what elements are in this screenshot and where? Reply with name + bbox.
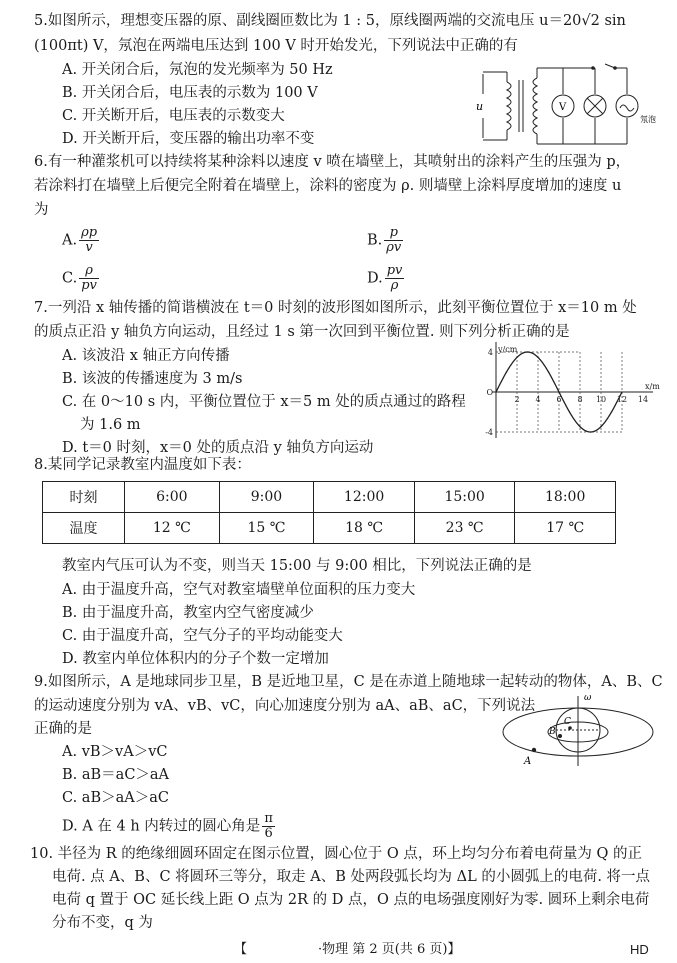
q8-option-a: A. 由于温度升高，空气对教室墙壁单位面积的压力变大 <box>62 582 416 598</box>
q6-option-c: C. $\frac{\rho}{pv}$ <box>62 263 97 293</box>
y-tick-label: 4 <box>487 348 493 357</box>
wave-data-point <box>621 391 622 392</box>
q6-line2: 若涂料打在墙壁上后便完全附着在墙壁上，涂料的密度为 ρ. 则墙壁上涂料厚度增加的速度 u <box>34 178 622 194</box>
q9-line1: 9.如图所示，A 是地球同步卫星，B 是近地卫星，C 是在赤道上随地球一起转动的物体，A、B、C <box>34 674 663 690</box>
y-axis-label: y/cm <box>498 345 518 354</box>
temperature-table <box>42 481 616 544</box>
footer-left: 【 <box>234 942 248 957</box>
q8-option-b: B. 由于温度升高，教室内空气密度减少 <box>62 605 314 621</box>
q7-option-b: B. 该波的传播速度为 3 m/s <box>62 371 243 387</box>
voltmeter-label: V <box>559 102 567 113</box>
q5-option-c: C. 开关断开后，电压表的示数变大 <box>62 108 285 124</box>
footer-center: ·物理 第 2 页(共 6 页)】 <box>318 942 461 957</box>
table-cell: 17 ℃ <box>515 513 616 544</box>
q8-option-d: D. 教室内单位体积内的分子个数一定增加 <box>62 651 329 667</box>
q5-option-a: A. 开关闭合后，氖泡的发光频率为 50 Hz <box>62 62 333 78</box>
q9-option-c: C. aB＞aA＞aC <box>62 790 169 806</box>
wave-data-point <box>548 371 549 372</box>
x-tick-label: 10 <box>595 395 607 404</box>
q7-option-c-cont: 为 1.6 m <box>80 417 141 433</box>
q9-line3: 正确的是 <box>34 721 92 737</box>
x-tick-label: 14 <box>637 395 649 404</box>
q10-line4: 分布不变，q 为 <box>52 915 153 931</box>
wave-data-point <box>527 351 528 352</box>
fig-a-label: A <box>524 756 532 767</box>
table-row <box>43 482 616 513</box>
transformer-circuit-figure <box>475 60 665 152</box>
wave-data-point <box>579 426 580 427</box>
table-cell: 9:00 <box>219 482 314 513</box>
q9-option-b: B. aB＝aC＞aA <box>62 767 170 783</box>
q10-line2: 电荷. 点 A、B、C 将圆环三等分，取走 A、B 处两段弧长均为 ΔL 的小圆弧上的电荷. 将一点 <box>52 869 651 885</box>
table-cell: 6:00 <box>125 482 220 513</box>
q7-option-a: A. 该波沿 x 轴正方向传播 <box>62 348 230 364</box>
q9-option-a: A. vB＞vA＞vC <box>62 744 168 760</box>
x-tick-label: 8 <box>577 395 583 404</box>
q9-line2: 的运动速度分别为 vA、vB、vC，向心加速度分别为 aA、aB、aC，下列说法 <box>34 698 536 714</box>
q5-line1: 5.如图所示，理想变压器的原、副线圈匝数比为 1 : 5，原线圈两端的交流电压 u＝20√2 sin <box>34 13 626 29</box>
q5-option-d: D. 开关断开后，变压器的输出功率不变 <box>62 131 315 147</box>
table-cell: 时刻 <box>43 482 125 513</box>
q7-line1: 7.一列沿 x 轴传播的简谐横波在 t＝0 时刻的波形图如图所示，此刻平衡位置位于 x＝10 m 处 <box>34 300 637 316</box>
x-tick-label: 2 <box>514 395 520 404</box>
x-tick-label: 12 <box>616 395 628 404</box>
wave-data-point <box>516 357 517 358</box>
table-row <box>43 513 616 544</box>
wave-data-point <box>506 371 507 372</box>
wave-data-point <box>590 431 591 432</box>
table-cell: 15:00 <box>414 482 515 513</box>
q8-line1: 8.某同学记录教室内温度如下表： <box>34 457 251 473</box>
fig-b-label: B <box>549 727 556 737</box>
x-tick-label: 4 <box>535 395 541 404</box>
q7-line2: 的质点正沿 y 轴负方向运动，且经过 1 s 第一次回到平衡位置. 则下列分析正确的是 <box>34 324 570 340</box>
neon-label: 氖泡 <box>640 115 656 124</box>
fig-omega-label: ω <box>584 693 592 703</box>
satellite-orbit-figure <box>498 690 658 770</box>
q10-line1: 10. 半径为 R 的绝缘细圆环固定在图示位置，圆心位于 O 点，环上均匀分布着电荷量为 Q 的正 <box>30 846 643 862</box>
table-cell: 15 ℃ <box>219 513 314 544</box>
wave-data-point <box>611 411 612 412</box>
q6-option-d: D. $\frac{pv}{\rho}$ <box>367 263 403 293</box>
q10-line3: 电荷 q 置于 OC 延长线上距 O 点为 2R 的 D 点，O 点的电场强度刚好为零. 圆环上剩余电荷 <box>52 892 650 908</box>
q7-option-c: C. 在 0～10 s 内，平衡位置位于 x＝5 m 处的质点通过的路程 <box>62 394 466 410</box>
table-cell: 18:00 <box>515 482 616 513</box>
q6-option-a: A. $\frac{\rho p}{v}$ <box>62 225 98 255</box>
y-tick-label: O <box>486 388 493 397</box>
footer-right: HD <box>630 942 649 957</box>
fig-c-label: C <box>564 717 571 727</box>
wave-chart <box>474 342 664 438</box>
wave-data-point <box>495 391 496 392</box>
wave-data-point <box>600 426 601 427</box>
x-axis-label: x/m <box>645 382 660 391</box>
wave-data-point <box>569 411 570 412</box>
wave-data-point <box>537 357 538 358</box>
q5-option-b: B. 开关闭合后，电压表的示数为 100 V <box>62 85 318 101</box>
q6-line3: 为 <box>34 202 49 218</box>
q8-option-c: C. 由于温度升高，空气分子的平均动能变大 <box>62 628 343 644</box>
fig-u-label: u <box>476 100 484 113</box>
wave-data-point <box>558 391 559 392</box>
table-cell: 12 ℃ <box>125 513 220 544</box>
q6-line1: 6.有一种灌浆机可以持续将某种涂料以速度 v 喷在墙壁上，其喷射出的涂料产生的压强为 p， <box>34 154 631 170</box>
table-cell: 温度 <box>43 513 125 544</box>
x-tick-label: 6 <box>556 395 562 404</box>
q9-option-d: D. A 在 4 h 内转过的圆心角是 $\frac{\pi}{6}$ <box>62 811 273 841</box>
y-tick-label: -4 <box>485 428 493 437</box>
q6-option-b: B. $\frac{p}{\rho v}$ <box>367 225 402 255</box>
table-cell: 23 ℃ <box>414 513 515 544</box>
q7-option-d: D. t＝0 时刻，x＝0 处的质点沿 y 轴负方向运动 <box>62 440 374 456</box>
table-cell: 18 ℃ <box>314 513 415 544</box>
q8-line2: 教室内气压可认为不变，则当天 15:00 与 9:00 相比，下列说法正确的是 <box>62 558 532 574</box>
table-cell: 12:00 <box>314 482 415 513</box>
q5-line2: (100πt) V，氖泡在两端电压达到 100 V 时开始发光，下列说法中正确的有 <box>34 38 518 54</box>
